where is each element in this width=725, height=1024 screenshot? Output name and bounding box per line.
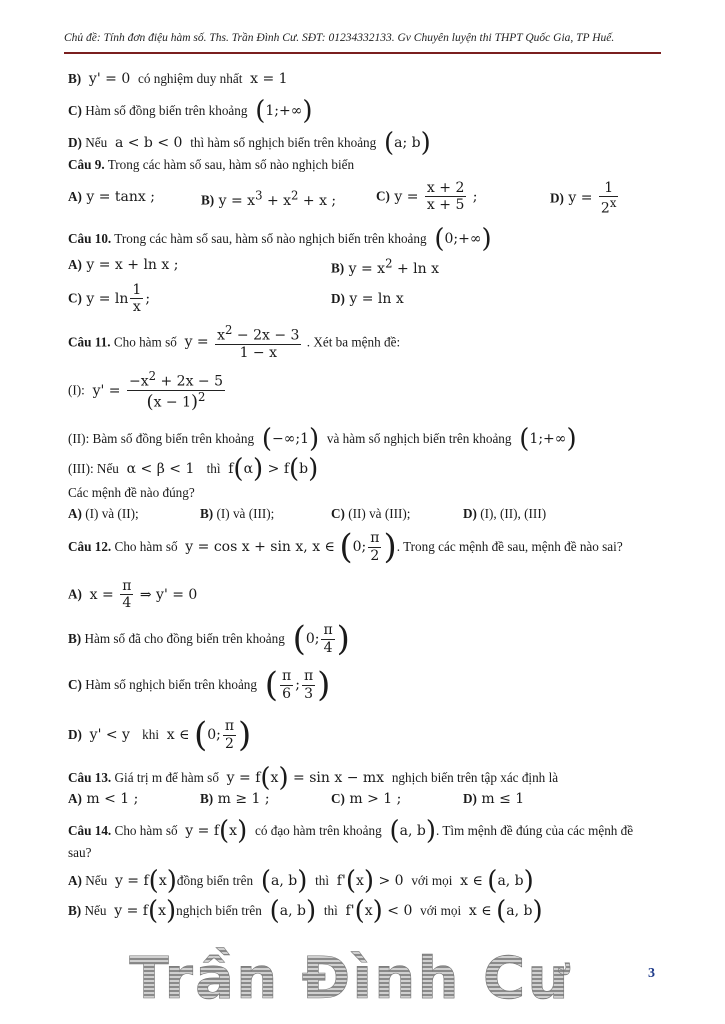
q11-options: A) (I) và (II); B) (I) và (III); C) (II) và (III); D) (I), (II), (III): [68, 506, 547, 521]
q11-stem: Câu 11. Cho hàm số y = $\frac{x^2 - 2x - 3}{1 - x}$ . Xét ba mệnh đề:: [68, 323, 401, 361]
svg-text:Trần Đình Cư: Trần Đình Cư: [129, 944, 571, 1008]
q8-option-c: C) Hàm số đồng biến trên khoảng (1;+∞): [68, 96, 313, 126]
q9-stem: Câu 9. Trong các hàm số sau, hàm số nào nghịch biến: [68, 157, 355, 172]
q11-statement-iii: (III): Nếu α < β < 1 thì f(α) > f(b): [68, 454, 319, 484]
q12-option-d: D) y' < y khi x ∈ (0; $\frac{\pi}{2}$ ): [68, 715, 252, 755]
header-divider: [64, 52, 661, 54]
q8-option-b: B) y' = 0 có nghiệm duy nhất x = 1: [68, 71, 288, 87]
q14-stem: Câu 14. Cho hàm số y = f(x) có đạo hàm trên khoảng (a, b). Tìm mệnh đề đúng của các mệnh đề: [68, 816, 634, 846]
q12-option-a: A) x = $\frac{\pi}{4}$ ⇒ y' = 0: [68, 578, 198, 612]
q12-stem: Câu 12. Cho hàm số y = cos x + sin x, x ∈ (0; $\frac{\pi}{2}$ ). Trong các mệnh đề sau, mệnh đề nào sai?: [68, 527, 623, 567]
q14-stem-cont: sau?: [68, 845, 92, 860]
q14-option-b: B) Nếu y = f(x)nghịch biến trên (a, b) thì f'(x) < 0 với mọi x ∈ (a, b): [68, 896, 543, 926]
q11-statement-ii: (II): Bàm số đồng biến trên khoảng (−∞;1) và hàm số nghịch biến trên khoảng (1;+∞): [68, 424, 577, 454]
q12-option-b: B) Hàm số đã cho đồng biến trên khoảng (0; $\frac{\pi}{4}$ ): [68, 619, 350, 659]
q13-options: A) m < 1 ; B) m ≥ 1 ; C) m > 1 ; D) m ≤ 1: [68, 791, 525, 807]
q10-options-row2: C) y = ln $\frac{1}{x}$ ; D) y = ln x: [68, 282, 404, 316]
q12-option-c: C) Hàm số nghịch biến trên khoảng ( $\frac{\pi}{6}$ ; $\frac{\pi}{3}$ ): [68, 665, 331, 705]
author-watermark-logo: [110, 942, 590, 1008]
q10-stem: Câu 10. Trong các hàm số sau, hàm số nào nghịch biến trên khoảng (0;+∞): [68, 224, 492, 254]
page-number: 3: [648, 966, 655, 981]
q10-options-row1: A) y = x + ln x ; B) $y = x^2 + \ln x$: [68, 256, 439, 277]
q8-option-d: D) Nếu a < b < 0 thì hàm số nghịch biến trên khoảng (a; b): [68, 128, 431, 158]
q13-stem: Câu 13. Giá trị m để hàm số y = f(x) = sin x − mx nghịch biến trên tập xác định là: [68, 763, 559, 793]
page-header: Chủ đề: Tính đơn điệu hàm số. Ths. Trần Đình Cư. SĐT: 01234332133. Gv Chuyên luyện thi THPT Quốc Gia, TP Huế.: [64, 32, 615, 44]
q9-options: A) y = tanx ; B) $y = x^3 + x^2 + x$ ; C) y = $\frac{x + 2}{x + 5}$ ; D) y = $\frac{1}{2^x}$: [68, 180, 617, 217]
q14-option-a: A) Nếu y = f(x)đồng biến trên (a, b) thì f'(x) > 0 với mọi x ∈ (a, b): [68, 866, 534, 896]
q11-question: Các mệnh đề nào đúng?: [68, 485, 195, 500]
q11-statement-i: (I): y' = $\frac{-x^2 + 2x - 5}{(x - 1)^2}$: [68, 369, 224, 413]
